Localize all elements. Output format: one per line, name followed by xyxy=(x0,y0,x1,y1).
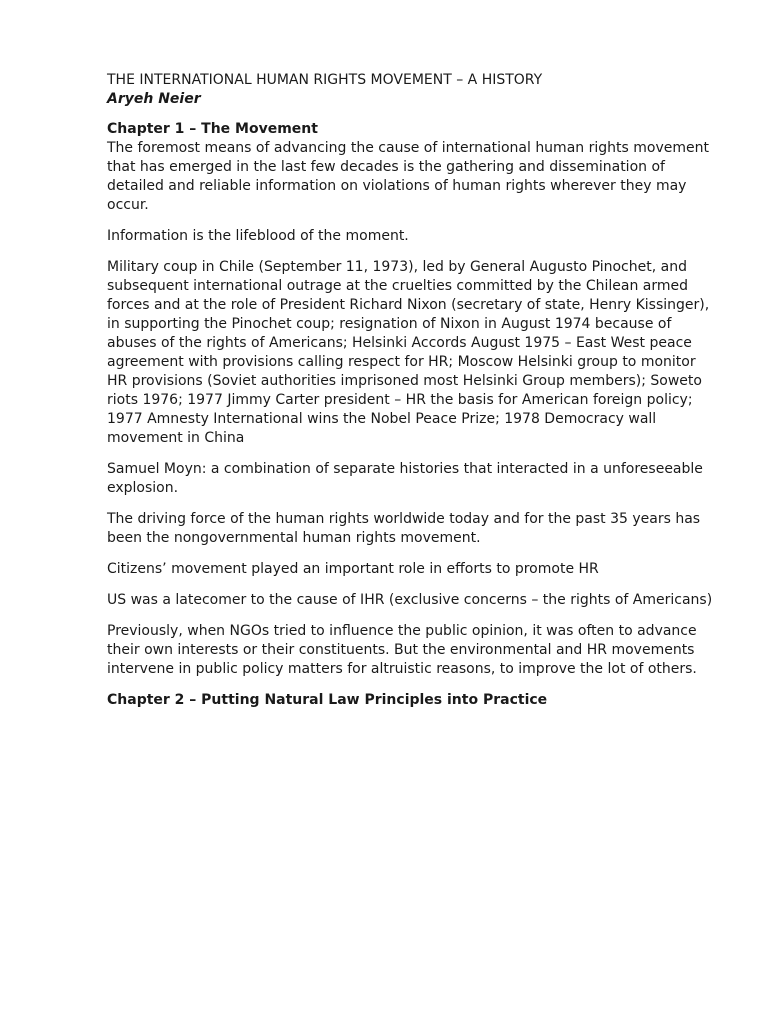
document-author: Aryeh Neier xyxy=(107,91,201,107)
chapter-2-heading: Chapter 2 – Putting Natural Law Principles into Practice xyxy=(107,692,548,708)
paragraph-8: Previously, when NGOs tried to influence the public opinion, it was often to advance their own interests or their constituents. But the environmental and HR movements intervene in public policy matters for altruistic reasons, to improve the lot of others. xyxy=(107,623,697,677)
paragraph-3: Military coup in Chile (September 11, 1973), led by General Augusto Pinochet, and subsequent international outrage at the cruelties committed by the Chilean armed forces and at the role of President Richard Nixon (secretary of state, Henry Kissinger), in supporting the Pinochet coup; resignation of Nixon in August 1974 because of abuses of the rights of Americans; Helsinki Accords August 1975 – East West peace agreement with provisions calling respect for HR; Moscow Helsinki group to monitor HR provisions (Soviet authorities imprisoned most Helsinki Group members); Soweto riots 1976; 1977 Jimmy Carter president – HR the basis for American foreign policy; 1977 Amnesty International wins the Nobel Peace Prize; 1978 Democracy wall movement in China xyxy=(107,259,710,446)
paragraph-5: The driving force of the human rights worldwide today and for the past 35 years has been the nongovernmental human rights movement. xyxy=(107,511,701,546)
paragraph-2: Information is the lifeblood of the moment. xyxy=(107,228,409,244)
document-body xyxy=(107,71,717,710)
chapter-1-heading: Chapter 1 – The Movement xyxy=(107,121,318,137)
paragraph-6: Citizens’ movement played an important role in efforts to promote HR xyxy=(107,561,599,577)
paragraph-7: US was a latecomer to the cause of IHR (exclusive concerns – the rights of Americans) xyxy=(107,592,713,608)
paragraph-4: Samuel Moyn: a combination of separate histories that interacted in a unforeseeable explosion. xyxy=(107,461,703,496)
document-title: THE INTERNATIONAL HUMAN RIGHTS MOVEMENT – A HISTORY xyxy=(107,72,543,88)
paragraph-1: The foremost means of advancing the cause of international human rights movement that has emerged in the last few decades is the gathering and dissemination of detailed and reliable information on violations of human rights wherever they may occur. xyxy=(107,140,709,213)
